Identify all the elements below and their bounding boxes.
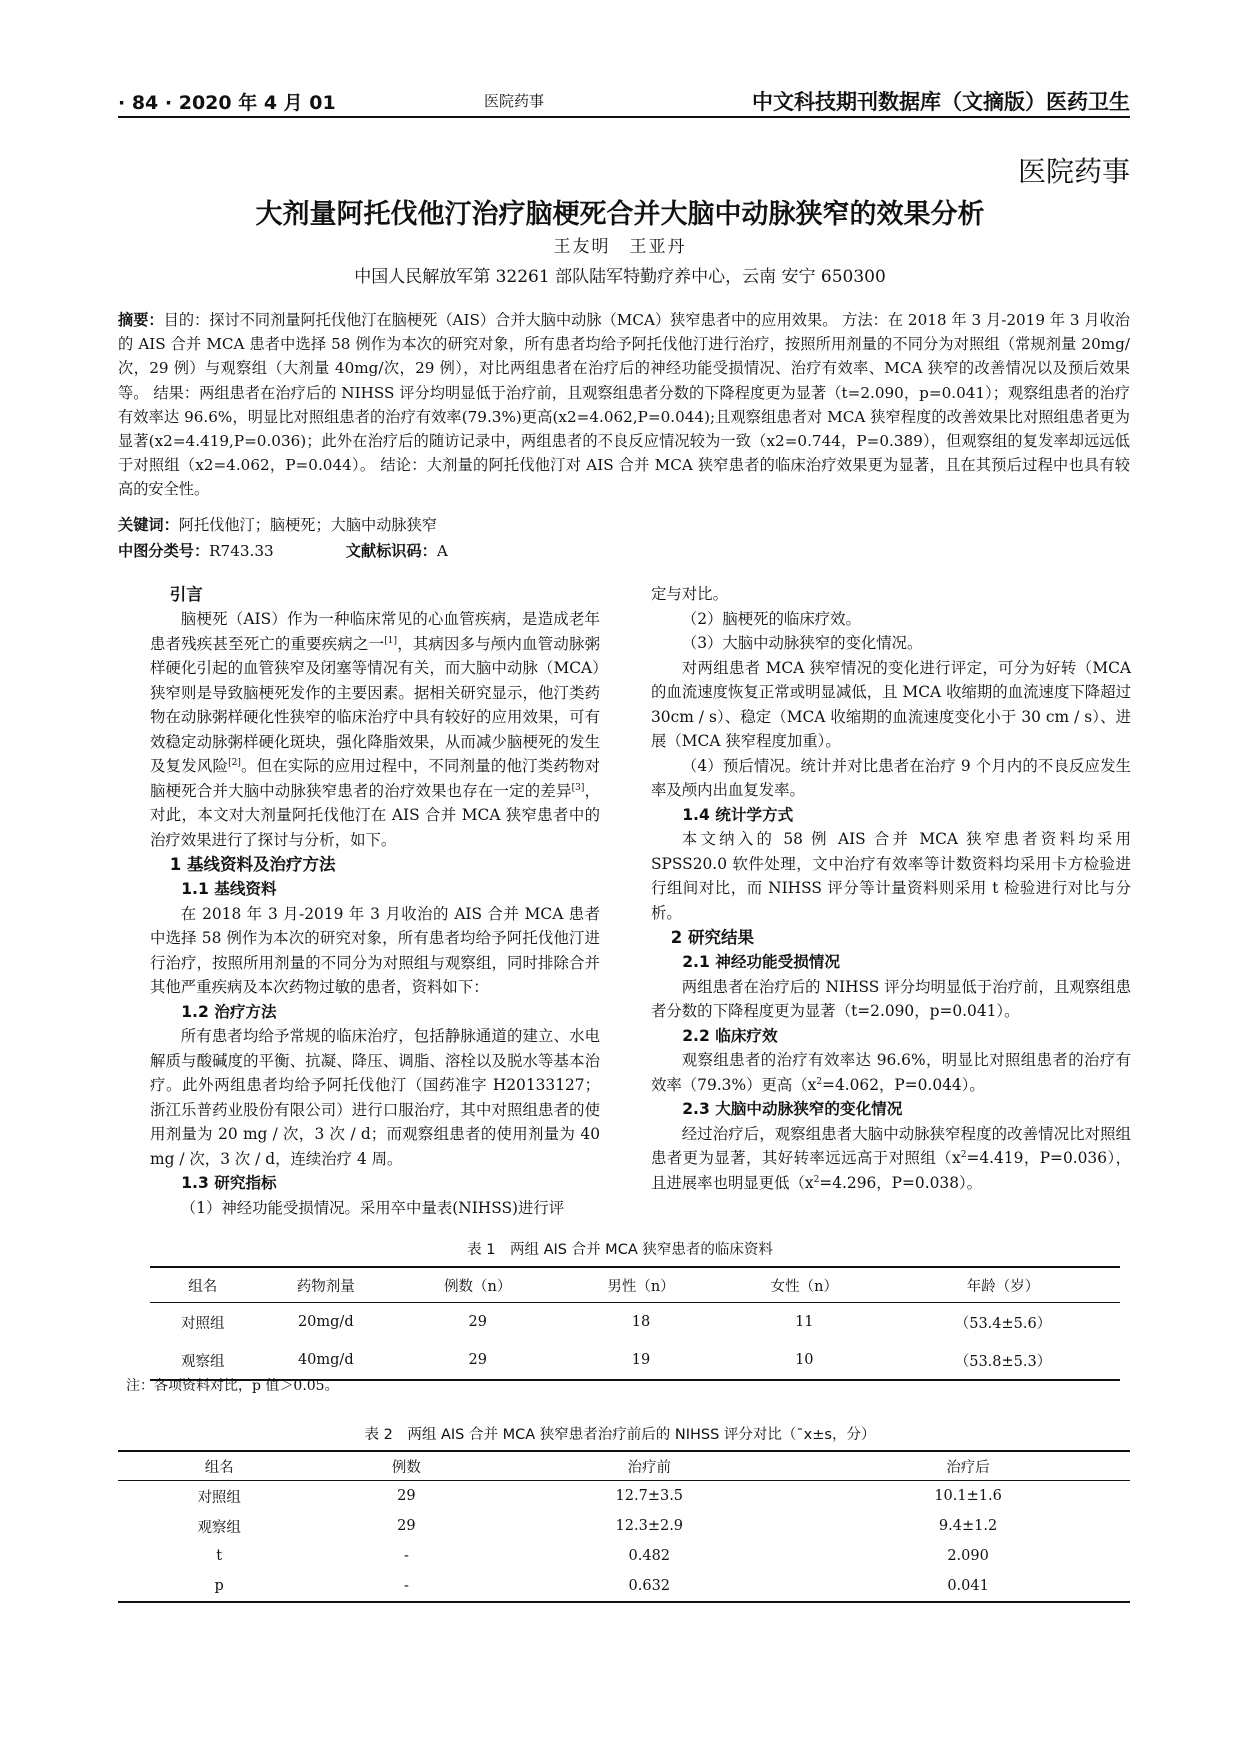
paragraph-2-1: 两组患者在治疗后的 NIHSS 评分均明显低于治疗前，且观察组患者分数的下降程度更为显著（t=2.090，p=0.041）。 bbox=[651, 977, 1131, 1020]
keywords-text: 阿托伐他汀；脑梗死；大脑中动脉狭窄 bbox=[178, 516, 437, 534]
table-cell: 11 bbox=[795, 1314, 814, 1330]
citation-2: [2] bbox=[228, 757, 241, 768]
clc-label: 中图分类号： bbox=[118, 542, 210, 560]
paragraph-continued: 定与对比。 bbox=[651, 585, 728, 603]
table-cell: t bbox=[216, 1548, 223, 1564]
table-cell: 18 bbox=[631, 1314, 651, 1330]
table2 bbox=[118, 1450, 1130, 1603]
table-header-row bbox=[118, 1451, 1130, 1481]
table1-caption: 表 1 两组 AIS 合并 MCA 狭窄患者的临床资料 bbox=[467, 1242, 773, 1258]
paragraph-2-2: 观察组患者的治疗有效率达 96.6%，明显比对照组患者的治疗有效率（79.3%）更高（$x^2=4.062$，P=0.044）。 bbox=[651, 1051, 1131, 1094]
table-header-cell: 治疗后 bbox=[806, 1451, 1130, 1481]
heading-1-3: 1.3 研究指标 bbox=[181, 1174, 277, 1192]
clc-value: R743.33 bbox=[209, 542, 274, 560]
table-header-cell: 例数 bbox=[320, 1451, 492, 1481]
table-cell: 10.1±1.6 bbox=[934, 1488, 1002, 1504]
table-cell: 12.3±2.9 bbox=[615, 1518, 684, 1534]
table-row bbox=[118, 1481, 1130, 1512]
table-header-cell: 女性（n） bbox=[723, 1267, 886, 1303]
citation-1: [1] bbox=[384, 635, 397, 646]
heading-2-3: 2.3 大脑中动脉狭窄的变化情况 bbox=[682, 1100, 903, 1118]
article-title: 大剂量阿托伐他汀治疗脑梗死合并大脑中动脉狭窄的效果分析 bbox=[255, 199, 985, 230]
heading-2-1: 2.1 神经功能受损情况 bbox=[682, 953, 840, 971]
keywords-label: 关键词： bbox=[118, 516, 179, 534]
paragraph-indicator-4: （4）预后情况。统计并对比患者在治疗 9 个月内的不良反应发生率及颅内出血复发率。 bbox=[651, 756, 1131, 799]
table-header-cell: 年龄（岁） bbox=[886, 1267, 1120, 1303]
table-header-cell: 治疗前 bbox=[492, 1451, 806, 1481]
table-cell: 19 bbox=[631, 1352, 651, 1368]
table-cell: 观察组 bbox=[180, 1353, 225, 1370]
header-rule bbox=[118, 116, 1130, 118]
paragraph-indicator-3-detail: 对两组患者 MCA 狭窄情况的变化进行评定，可分为好转（MCA 的血流速度恢复正常或明显减低，且 MCA 收缩期的血流速度下降超过 30cm / s）、稳定（MCA 收缩期的血流速度变化小于 30 cm / s）、进展（MCA 狭窄程度加重）。 bbox=[651, 658, 1131, 750]
table-cell: 12.7±3.5 bbox=[615, 1488, 684, 1504]
table-header-cell: 组名 bbox=[118, 1451, 320, 1481]
table-header-row bbox=[150, 1267, 1120, 1303]
doc-code-label: 文献标识码： bbox=[345, 542, 437, 560]
table-cell: p bbox=[214, 1578, 224, 1594]
authors: 王友明 王亚丹 bbox=[553, 237, 687, 257]
table-cell: - bbox=[403, 1578, 409, 1594]
paragraph-indicator-3: （3）大脑中动脉狭窄的变化情况。 bbox=[681, 634, 923, 652]
keywords bbox=[118, 514, 437, 535]
running-header-column: 医院药事 bbox=[484, 92, 545, 110]
abstract bbox=[118, 308, 1130, 502]
classification-line bbox=[118, 540, 448, 561]
paragraph-1-1: 在 2018 年 3 月-2019 年 3 月收治的 AIS 合并 MCA 患者中选择 58 例作为本次的研究对象，所有患者均给予阿托伐他汀进行治疗，按照所用剂量的不同分为对照组与观察组，同时排除合并其他严重疾病及本次药物过敏的患者，资料如下： bbox=[150, 904, 600, 996]
table1 bbox=[150, 1266, 1120, 1381]
table-cell: 29 bbox=[397, 1518, 416, 1534]
table-row bbox=[118, 1571, 1130, 1602]
heading-1-4: 1.4 统计学方式 bbox=[682, 805, 794, 824]
paragraph-indicator-2: （2）脑梗死的临床疗效。 bbox=[681, 609, 861, 628]
section-tag: 医院药事 bbox=[1017, 155, 1130, 188]
table1-note: 注：各项资料对比，p 值＞0.05。 bbox=[126, 1378, 339, 1394]
table-row bbox=[118, 1511, 1130, 1541]
heading-2-2: 2.2 临床疗效 bbox=[682, 1026, 778, 1045]
paragraph-2-3: 经过治疗后，观察组患者大脑中动脉狭窄程度的改善情况比对照组患者更为显著，其好转率远远高于对照组（$x^2=4.419$，P=0.036），且进展率也明显更低（$x^2=4.296$，P=0.038）。 bbox=[651, 1124, 1131, 1192]
body-left-column bbox=[150, 582, 600, 1220]
paragraph-intro: 脑梗死（AIS）作为一种临床常见的心血管疾病，是造成老年患者残疾甚至死亡的重要疾病之一[1]，其病因多与颅内血管动脉粥样硬化引起的血管狭窄及闭塞等情况有关，而大脑中动脉（MCA）狭窄则是导致脑梗死发作的主要因素。据相关研究显示，他汀类药物在动脉粥样硬化性狭窄的临床治疗中具有较好的应用效果，可有效稳定动脉粥样硬化斑块，强化降脂效果，从而减少脑梗死的发生及复发风险[2]。但在实际的应用过程中，不同剂量的他汀类药物对脑梗死合并大脑中动脉狭窄患者的治疗效果也存在一定的差异[3]，对此，本文对大剂量阿托伐他汀在 AIS 合并 MCA 狭窄患者中的治疗效果进行了探讨与分析，如下。 bbox=[150, 610, 600, 849]
table-row bbox=[118, 1541, 1130, 1571]
table-cell: 9.4±1.2 bbox=[938, 1518, 998, 1534]
table-cell: 观察组 bbox=[197, 1519, 241, 1536]
table-header-cell: 药物剂量 bbox=[255, 1267, 396, 1303]
table-cell: 对照组 bbox=[180, 1315, 225, 1332]
doc-code-value: A bbox=[436, 542, 448, 560]
table-cell: 29 bbox=[397, 1488, 416, 1504]
table-header-cell: 男性（n） bbox=[559, 1267, 722, 1303]
table-header-cell: 组名 bbox=[150, 1267, 255, 1303]
abstract-text: 目的：探讨不同剂量阿托伐他汀在脑梗死（AIS）合并大脑中动脉（MCA）狭窄患者中的应用效果。 方法：在 2018 年 3 月-2019 年 3 月收治的 AIS 合并 MCA 患者中选择 58 例作为本次的研究对象，所有患者均给予阿托伐他汀进行治疗，按照所用剂量的不同分为对照组（常规剂量 20mg/次，29 例）与观察组（大剂量 40mg/次，29 例），对比两组患者在治疗后的神经功能受损情况、治疗有效率、MCA 狭窄的改善情况以及预后效果等。 结果：两组患者在治疗后的 NIHSS 评分均明显低于治疗前，且观察组患者分数的下降程度更为显著（t=2.090，p=0.041）；观察组患者的治疗有效率达 96.6%，明显比对照组患者的治疗有效率(79.3%)更高(x2=4.062,P=0.044);且观察组患者对 MCA 狭窄程度的改善效果比对照组患者更为显著(x2=4.419,P=0.036)；此外在治疗后的随访记录中，两组患者的不良反应情况较为一致（x2=0.744，P=0.389），但观察组的复发率却远远低于对照组（x2=4.062，P=0.044）。 结论：大剂量的阿托伐他汀对 AIS 合并 MCA 狭窄患者的临床治疗效果更为显著，且在其预后过程中也具有较高的安全性。 bbox=[118, 311, 1130, 499]
citation-3: [3] bbox=[571, 782, 585, 793]
heading-section-2: 2 研究结果 bbox=[670, 928, 755, 947]
table-cell: 2.090 bbox=[947, 1548, 989, 1564]
running-header-page-info: · 84 · 2020 年 4 月 01 bbox=[118, 92, 336, 114]
paragraph-1-3: （1）神经功能受损情况。采用卒中量表(NIHSS)进行评 bbox=[180, 1198, 565, 1217]
heading-1-2: 1.2 治疗方法 bbox=[181, 1002, 277, 1021]
affiliation: 中国人民解放军第 32261 部队陆军特勤疗养中心，云南 安宁 650300 bbox=[354, 267, 886, 287]
table-cell: 20mg/d bbox=[297, 1314, 354, 1330]
table-cell: 40mg/d bbox=[297, 1352, 354, 1368]
table-header-cell: 例数（n） bbox=[396, 1267, 559, 1303]
table-cell: 0.482 bbox=[628, 1548, 671, 1564]
heading-intro: 引言 bbox=[169, 585, 203, 604]
table-cell: - bbox=[403, 1548, 409, 1564]
table2-caption: 表 2 两组 AIS 合并 MCA 狭窄患者治疗前后的 NIHSS 评分对比（¯x±s，分） bbox=[364, 1427, 876, 1443]
heading-section-1: 1 基线资料及治疗方法 bbox=[169, 855, 336, 874]
table-cell: 29 bbox=[468, 1352, 487, 1368]
body-right-column bbox=[651, 582, 1131, 1195]
heading-1-1: 1.1 基线资料 bbox=[181, 880, 277, 898]
table-cell: 0.041 bbox=[947, 1578, 989, 1594]
table-row bbox=[150, 1303, 1120, 1342]
table-cell: （53.8±5.3） bbox=[954, 1353, 1052, 1370]
paragraph-1-4: 本文纳入的 58 例 AIS 合并 MCA 狭窄患者资料均采用 SPSS20.0 软件处理，文中治疗有效率等计数资料均采用卡方检验进行组间对比，而 NIHSS 评分等计量资料则采用 t 检验进行对比与分析。 bbox=[651, 830, 1131, 922]
table-cell: 29 bbox=[468, 1314, 487, 1330]
abstract-label: 摘要： bbox=[118, 311, 164, 329]
running-header-journal: 中文科技期刊数据库（文摘版）医药卫生 bbox=[752, 90, 1130, 114]
table-cell: 对照组 bbox=[197, 1489, 241, 1506]
table-cell: 0.632 bbox=[628, 1578, 671, 1594]
table-cell: （53.4±5.6） bbox=[954, 1315, 1052, 1332]
paragraph-1-2: 所有患者均给予常规的临床治疗，包括静脉通道的建立、水电解质与酸碱度的平衡、抗凝、降压、调脂、溶栓以及脱水等基本治疗。此外两组患者均给予阿托伐他汀（国药准字 H20133127；浙江乐普药业股份有限公司）进行口服治疗，其中对照组患者的使用剂量为 20 mg / 次，3 次 / d；而观察组患者的使用剂量为 40 mg / 次，3 次 / d，连续治疗 4 周。 bbox=[150, 1027, 600, 1168]
table-cell: 10 bbox=[795, 1352, 814, 1368]
